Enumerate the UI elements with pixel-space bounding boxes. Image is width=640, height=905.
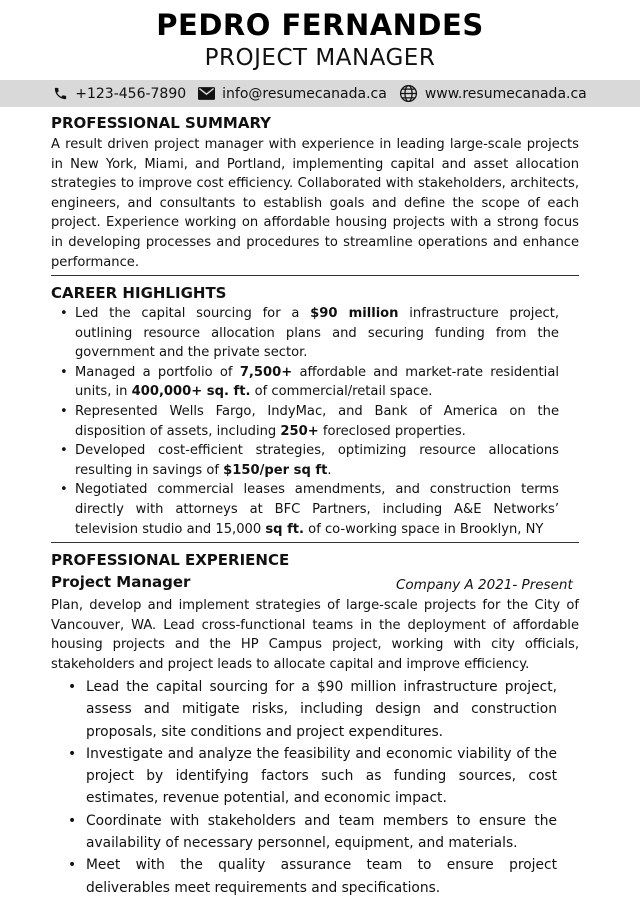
phone-text: +123-456-7890 (75, 85, 187, 102)
globe-icon (399, 84, 418, 103)
divider (51, 275, 579, 276)
envelope-icon (198, 87, 215, 100)
list-item: • Led the capital sourcing for a $90 million infrastructure project, outlining resource allocation plans and securing funding from the government and the private sector. (60, 306, 560, 361)
list-item: • Represented Wells Fargo, IndyMac, and Bank of America on the disposition of assets, including 250+ foreclosed properties. (60, 403, 559, 439)
phone-icon (53, 86, 68, 101)
list-item: • Investigate and analyze the feasibility and economic viability of the project by identifying factors such as funding sources, cost estimates, revenue potential, and economic impact. (68, 745, 557, 807)
list-item: • Lead the capital sourcing for a $90 million infrastructure project, assess and mitigate risks, including design and construction proposals, site conditions and project expenditures. (68, 679, 557, 740)
list-item: • Coordinate with stakeholders and team members to ensure the availability of necessary personnel, equipment, and materials. (68, 812, 557, 852)
summary-heading: PROFESSIONAL SUMMARY (51, 114, 272, 132)
contact-website (399, 84, 587, 103)
list-item: • Developed cost-efficient strategies, optimizing resource allocations resulting in savings of $150/per sq ft. (60, 443, 559, 478)
resume-role: PROJECT MANAGER (204, 45, 436, 71)
email-text: info@resumecanada.ca (222, 85, 387, 102)
list-item: • Managed a portfolio of 7,500+ affordable and market-rate residential units, in 400,000+ sq. ft. of commercial/retail space. (60, 364, 559, 400)
contact-email (198, 86, 387, 102)
responsibilities-list (63, 676, 557, 899)
contact-phone (53, 86, 186, 102)
highlights-heading: CAREER HIGHLIGHTS (51, 284, 227, 302)
list-item: • Meet with the quality assurance team to ensure project deliverables meet requirements and specifications. (68, 857, 557, 896)
divider (51, 542, 579, 543)
job-title: Project Manager (51, 573, 191, 591)
website-text: www.resumecanada.ca (424, 85, 587, 102)
experience-heading: PROFESSIONAL EXPERIENCE (51, 551, 290, 569)
contact-bar (0, 80, 640, 107)
highlights-list (51, 304, 559, 539)
summary-text: A result driven project manager with experience in leading large-scale projects in New York, Miami, and Portland, implementing capital and asset allocation strategies to improve cost efficiency. Collaborated with stakeholders, architects, engineers, and consultants to establish goals and define the scope of each project. Experience working on affordable housing projects with a strong focus in developing processes and procedures to streamline operations and enhance performance. (51, 137, 579, 270)
job-description: Plan, develop and implement strategies of large-scale projects for the City of Vancouver, WA. Lead cross-functional teams in the deployment of affordable housing projects and the HP Campus project, working with city officials, stakeholders and project leads to allocate capital and improve efficiency. (51, 598, 579, 672)
job-company-dates: Company A 2021- Present (396, 577, 573, 593)
list-item: • Negotiated commercial leases amendments, and construction terms directly with attorneys at BFC Partners, including A&E Networks’ television studio and 15,000 sq ft. of co-working space in Brooklyn, NY (60, 482, 559, 537)
resume-name: PEDRO FERNANDES (156, 8, 484, 42)
